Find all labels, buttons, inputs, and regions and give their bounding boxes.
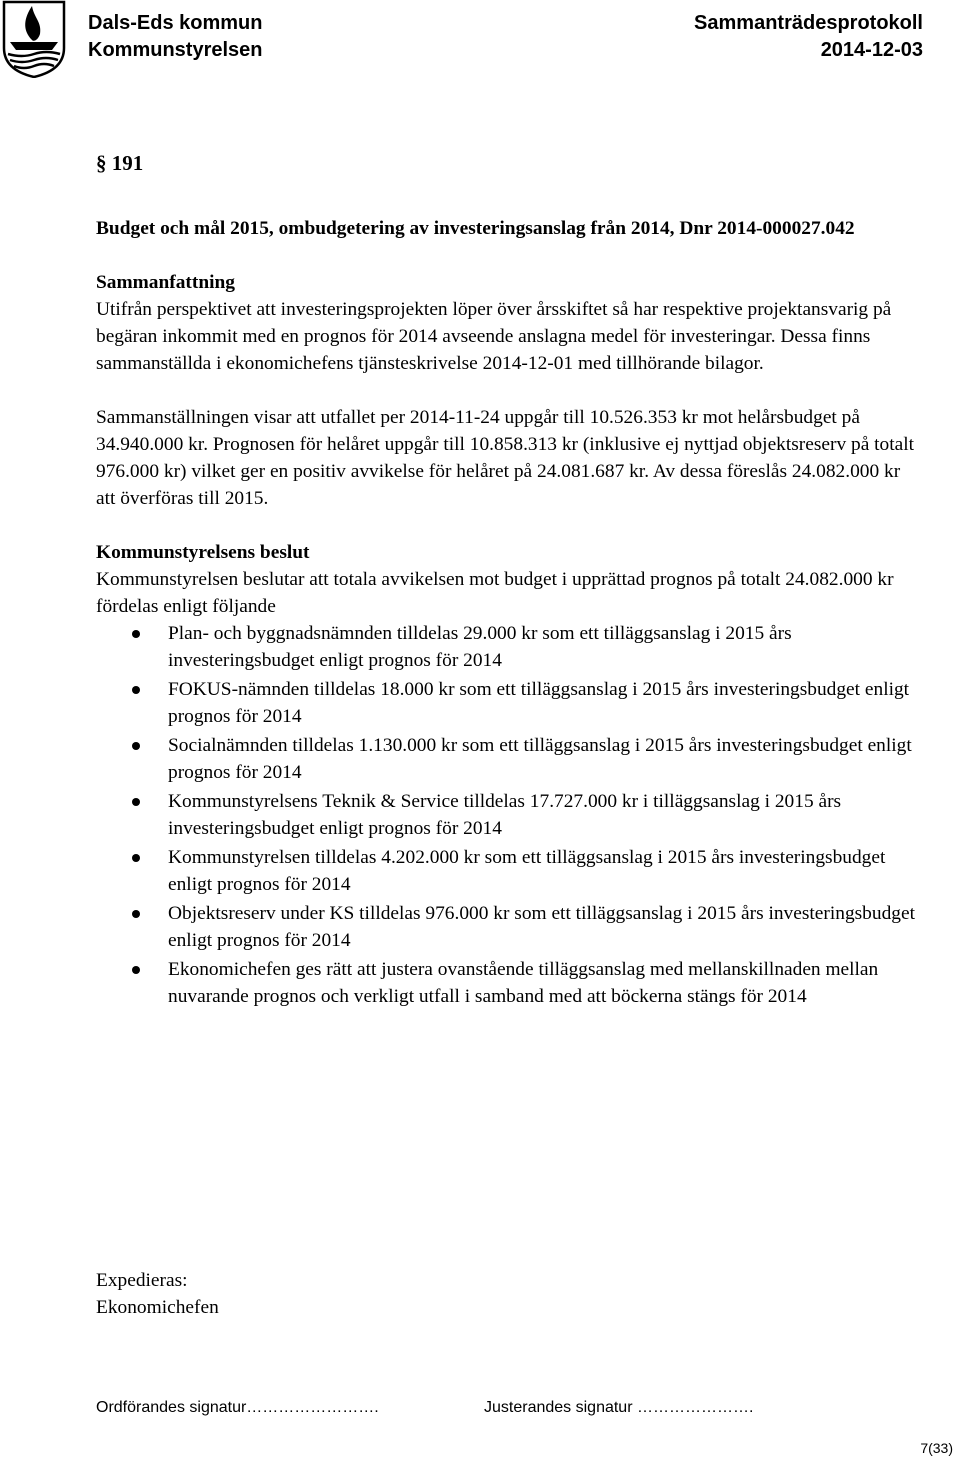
header-right [694, 10, 923, 64]
bullet-icon [132, 910, 140, 918]
decision-intro: Kommunstyrelsen beslutar att totala avvikelsen mot budget i upprättad prognos på totalt 24.082.000 kr fördelas enligt följande [96, 569, 894, 617]
document-type: Sammanträdesprotokoll [694, 12, 923, 34]
adjuster-signature-line: Justerandes signatur …………………. [484, 1399, 754, 1416]
bullet-icon [132, 966, 140, 974]
list-item: Socialnämnden tilldelas 1.130.000 kr som ett tilläggsanslag i 2015 års investeringsbudget enligt prognos för 2014 [96, 732, 916, 786]
decision-list [96, 620, 916, 1010]
bullet-icon [132, 854, 140, 862]
list-item: FOKUS-nämnden tilldelas 18.000 kr som ett tilläggsanslag i 2015 års investeringsbudget enligt prognos för 2014 [96, 676, 916, 730]
dispatch-recipient: Ekonomichefen [96, 1297, 219, 1318]
list-item: Objektsreserv under KS tilldelas 976.000 kr som ett tilläggsanslag i 2015 års investeringsbudget enligt prognos för 2014 [96, 900, 916, 954]
summary-paragraph-2: Sammanställningen visar att utfallet per 2014-11-24 uppgår till 10.526.353 kr mot helårsbudget på 34.940.000 kr. Prognosen för helåret uppgår till 10.858.313 kr (inklusive ej nyttjad objektsreserv på totalt 976.000 kr) vilket ger en positiv avvikelse för helåret på 24.081.687 kr. Av dessa föreslås 24.082.000 kr att överföras till 2015. [96, 407, 915, 509]
header-left [88, 10, 263, 64]
chair-signature-line: Ordförandes signatur……………………. [96, 1399, 379, 1416]
summary-paragraph-1: Utifrån perspektivet att investeringsprojekten löper över årsskiftet så har respektive projektansvarig på begäran inkommit med en prognos för 2014 avseende anslagna medel för investeringar. Dessa finns sammanställda i ekonomichefens tjänsteskrivelse 2014-12-01 med tillhörande bilagor. [96, 299, 892, 374]
bullet-icon [132, 798, 140, 806]
protocol-section [96, 150, 916, 1012]
bullet-icon [132, 686, 140, 694]
dispatch-label: Expedieras: [96, 1270, 188, 1291]
body-name: Kommunstyrelsen [88, 39, 263, 61]
list-item: Kommunstyrelsens Teknik & Service tilldelas 17.727.000 kr i tilläggsanslag i 2015 års investeringsbudget enligt prognos för 2014 [96, 788, 916, 842]
bullet-icon [132, 742, 140, 750]
meeting-date: 2014-12-03 [820, 39, 923, 61]
section-number: § 191 [96, 151, 144, 175]
municipality-name: Dals-Eds kommun [88, 12, 263, 34]
municipality-logo [2, 0, 66, 78]
list-item: Plan- och byggnadsnämnden tilldelas 29.000 kr som ett tilläggsanslag i 2015 års investeringsbudget enligt prognos för 2014 [96, 620, 916, 674]
decision-heading: Kommunstyrelsens beslut [96, 542, 310, 563]
bullet-icon [132, 630, 140, 638]
section-title: Budget och mål 2015, ombudgetering av investeringsanslag från 2014, Dnr 2014-000027.042 [96, 218, 855, 239]
list-item: Ekonomichefen ges rätt att justera ovanstående tilläggsanslag med mellanskillnaden mellan nuvarande prognos och verkligt utfall i samband med att böckerna stängs för 2014 [96, 956, 916, 1010]
page-number: 7(33) [920, 1440, 953, 1456]
dispatch-block [96, 1267, 219, 1321]
summary-heading: Sammanfattning [96, 272, 235, 293]
list-item: Kommunstyrelsen tilldelas 4.202.000 kr som ett tilläggsanslag i 2015 års investeringsbudget enligt prognos för 2014 [96, 844, 916, 898]
